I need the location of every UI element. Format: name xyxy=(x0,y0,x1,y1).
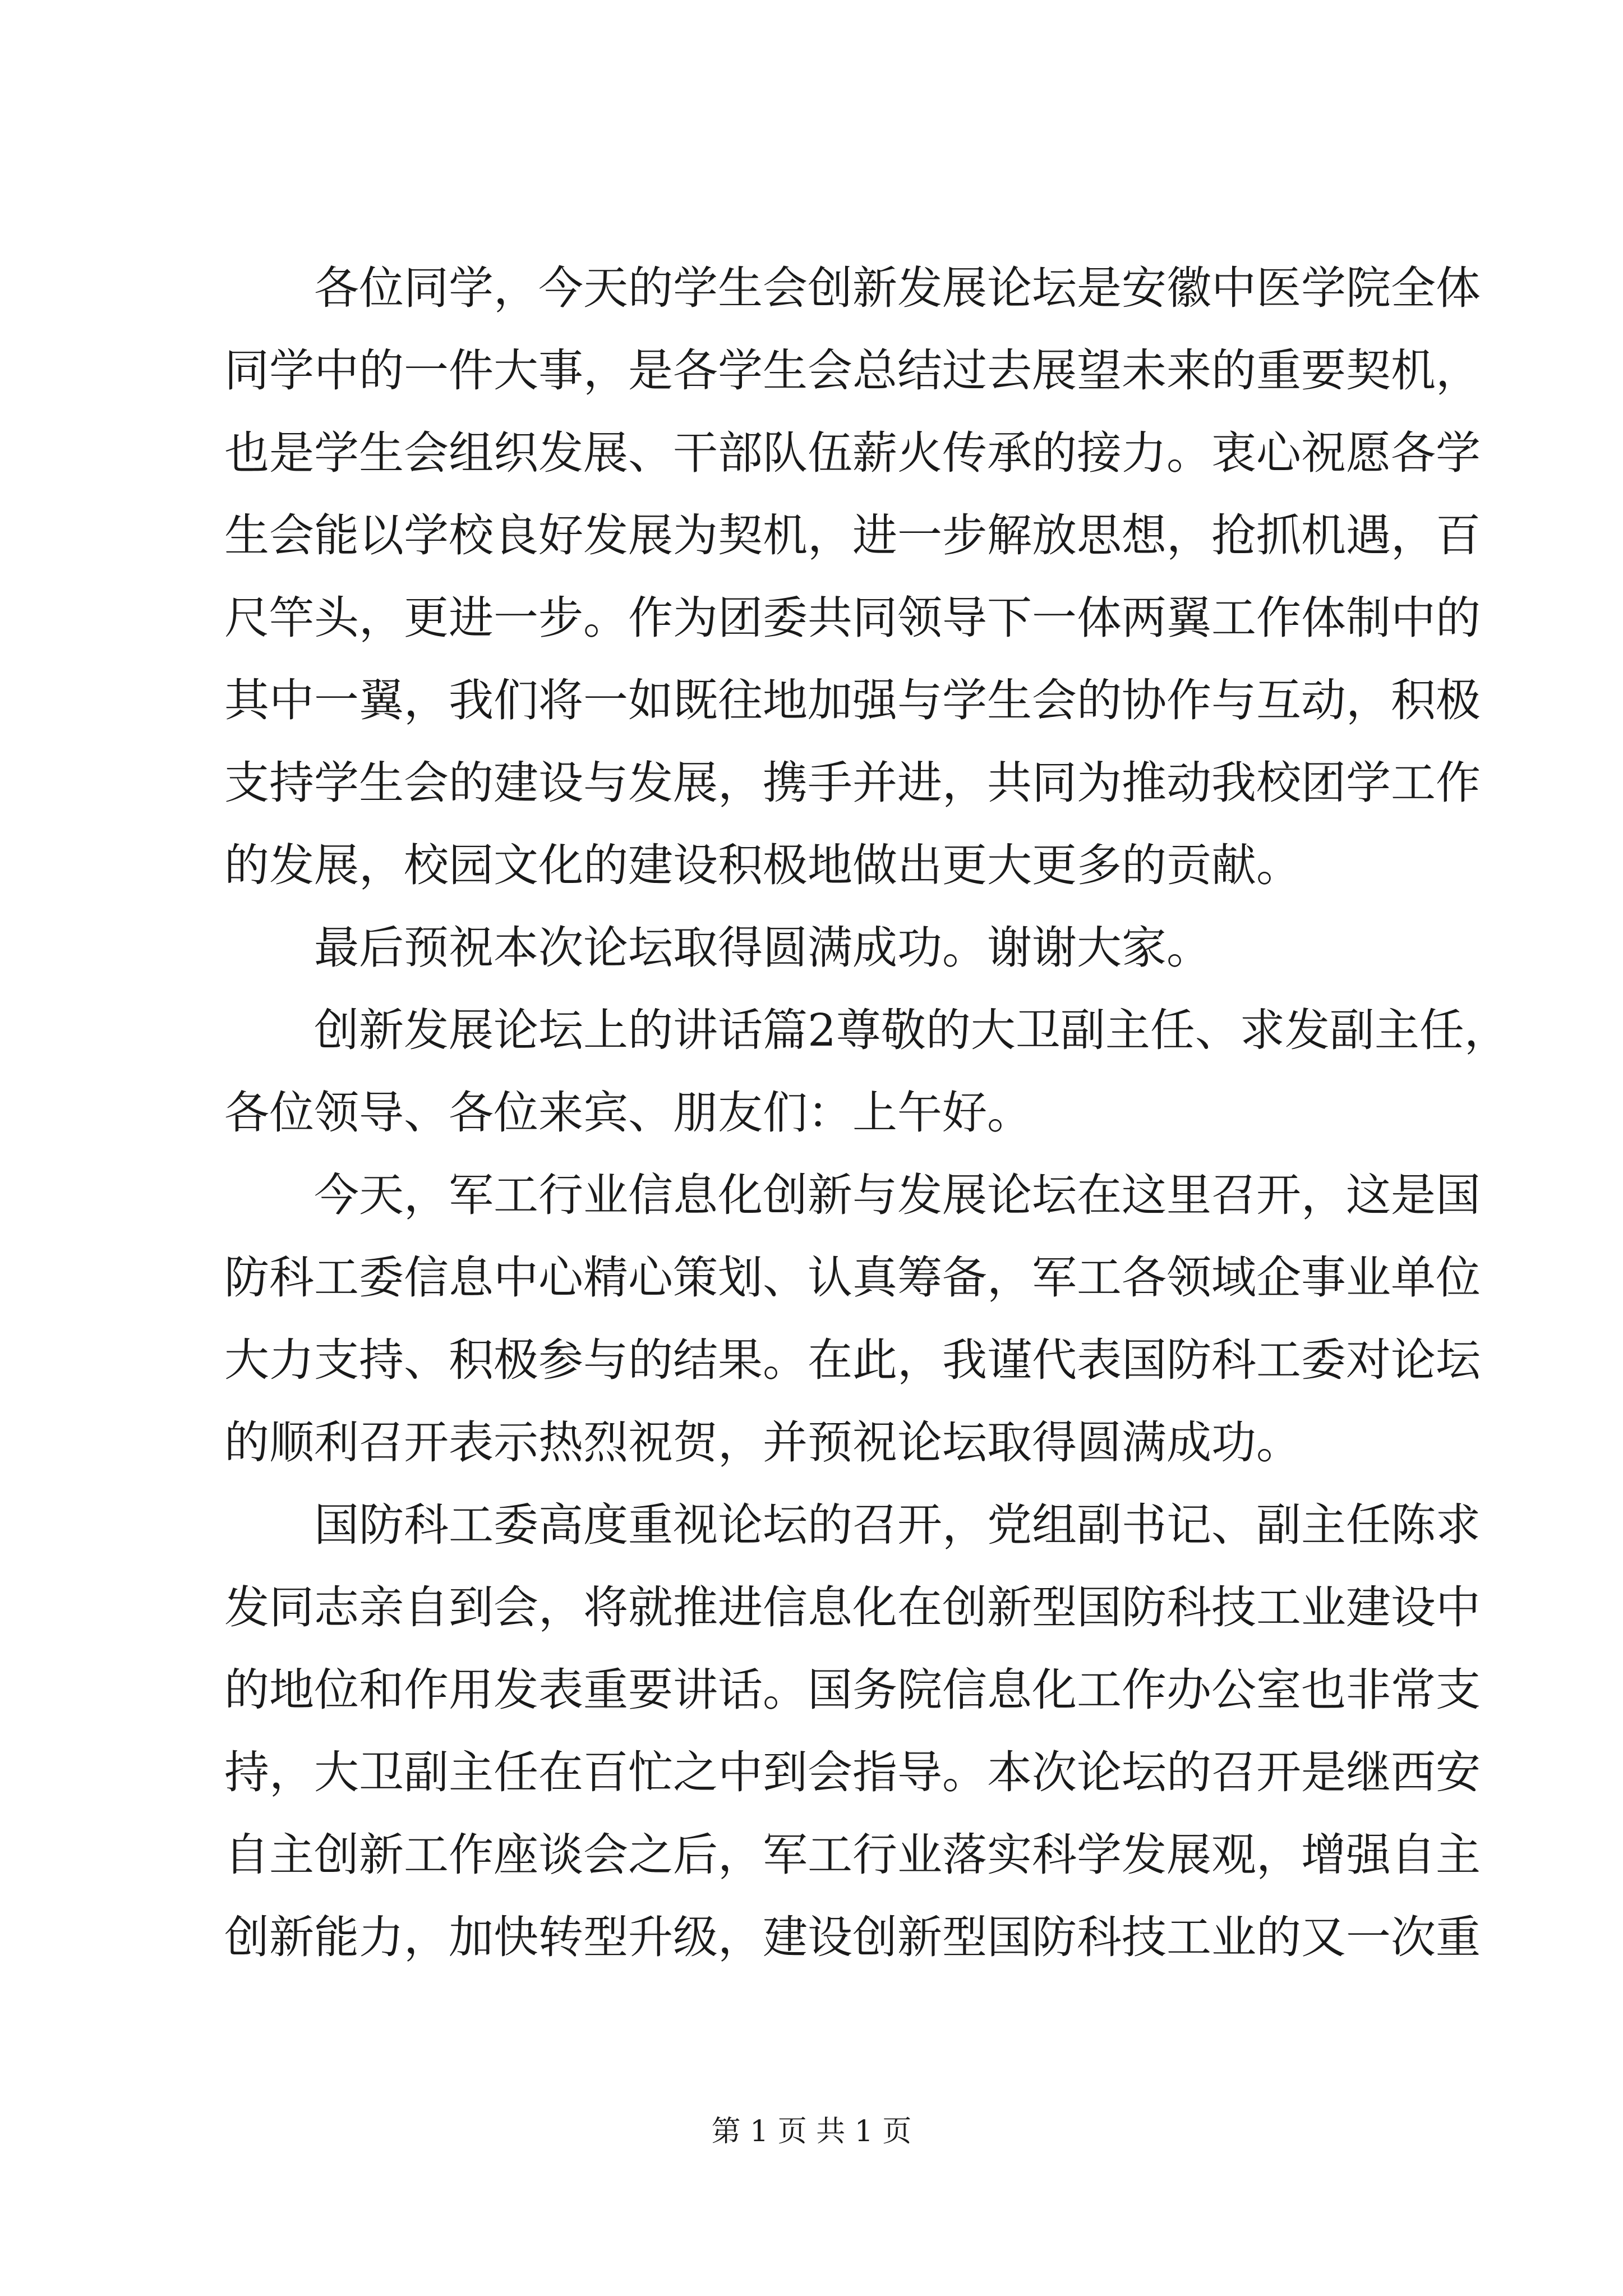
text-line: 各位领导、各位来宾、朋友们：上午好。 xyxy=(224,1087,1032,1139)
text-line: 今天，军工行业信息化创新与发展论坛在这里召开，这是国 xyxy=(314,1169,1481,1221)
text-line: 其中一翼，我们将一如既往地加强与学生会的协作与互动，积极 xyxy=(224,674,1481,726)
text-line: 最后预祝本次论坛取得圆满成功。谢谢大家。 xyxy=(314,922,1211,974)
text-line: 尺竿头，更进一步。作为团委共同领导下一体两翼工作体制中的 xyxy=(224,592,1481,644)
text-line: 的地位和作用发表重要讲话。国务院信息化工作办公室也非常支 xyxy=(224,1664,1481,1716)
text-line: 国防科工委高度重视论坛的召开，党组副书记、副主任陈求 xyxy=(314,1499,1481,1551)
text-line: 各位同学，今天的学生会创新发展论坛是安徽中医学院全体 xyxy=(314,262,1481,314)
text-line: 自主创新工作座谈会之后，军工行业落实科学发展观，增强自主 xyxy=(224,1829,1481,1881)
text-line: 支持学生会的建设与发展，携手并进，共同为推动我校团学工作 xyxy=(224,757,1481,809)
text-line: 生会能以学校良好发展为契机，进一步解放思想，抢抓机遇，百 xyxy=(224,509,1481,562)
text-line: 创新发展论坛上的讲话篇2尊敬的大卫副主任、求发副主任， xyxy=(314,1004,1509,1056)
page-number-label: 第 1 页 共 1 页 xyxy=(711,2115,912,2148)
text-line: 防科工委信息中心精心策划、认真筹备，军工各领域企事业单位 xyxy=(224,1251,1481,1304)
text-line: 的顺利召开表示热烈祝贺，并预祝论坛取得圆满成功。 xyxy=(224,1416,1301,1469)
text-line: 的发展，校园文化的建设积极地做出更大更多的贡献。 xyxy=(224,839,1301,891)
text-line: 创新能力，加快转型升级，建设创新型国防科技工业的又一次重 xyxy=(224,1911,1481,1963)
text-line: 持，大卫副主任在百忙之中到会指导。本次论坛的召开是继西安 xyxy=(224,1746,1481,1798)
text-line: 同学中的一件大事，是各学生会总结过去展望未来的重要契机， xyxy=(224,344,1481,397)
document-body xyxy=(224,247,1509,1978)
text-line: 大力支持、积极参与的结果。在此，我谨代表国防科工委对论坛 xyxy=(224,1334,1481,1386)
text-line: 也是学生会组织发展、干部队伍薪火传承的接力。衷心祝愿各学 xyxy=(224,427,1481,479)
page-footer xyxy=(0,2112,1623,2151)
text-line: 发同志亲自到会，将就推进信息化在创新型国防科技工业建设中 xyxy=(224,1581,1481,1634)
